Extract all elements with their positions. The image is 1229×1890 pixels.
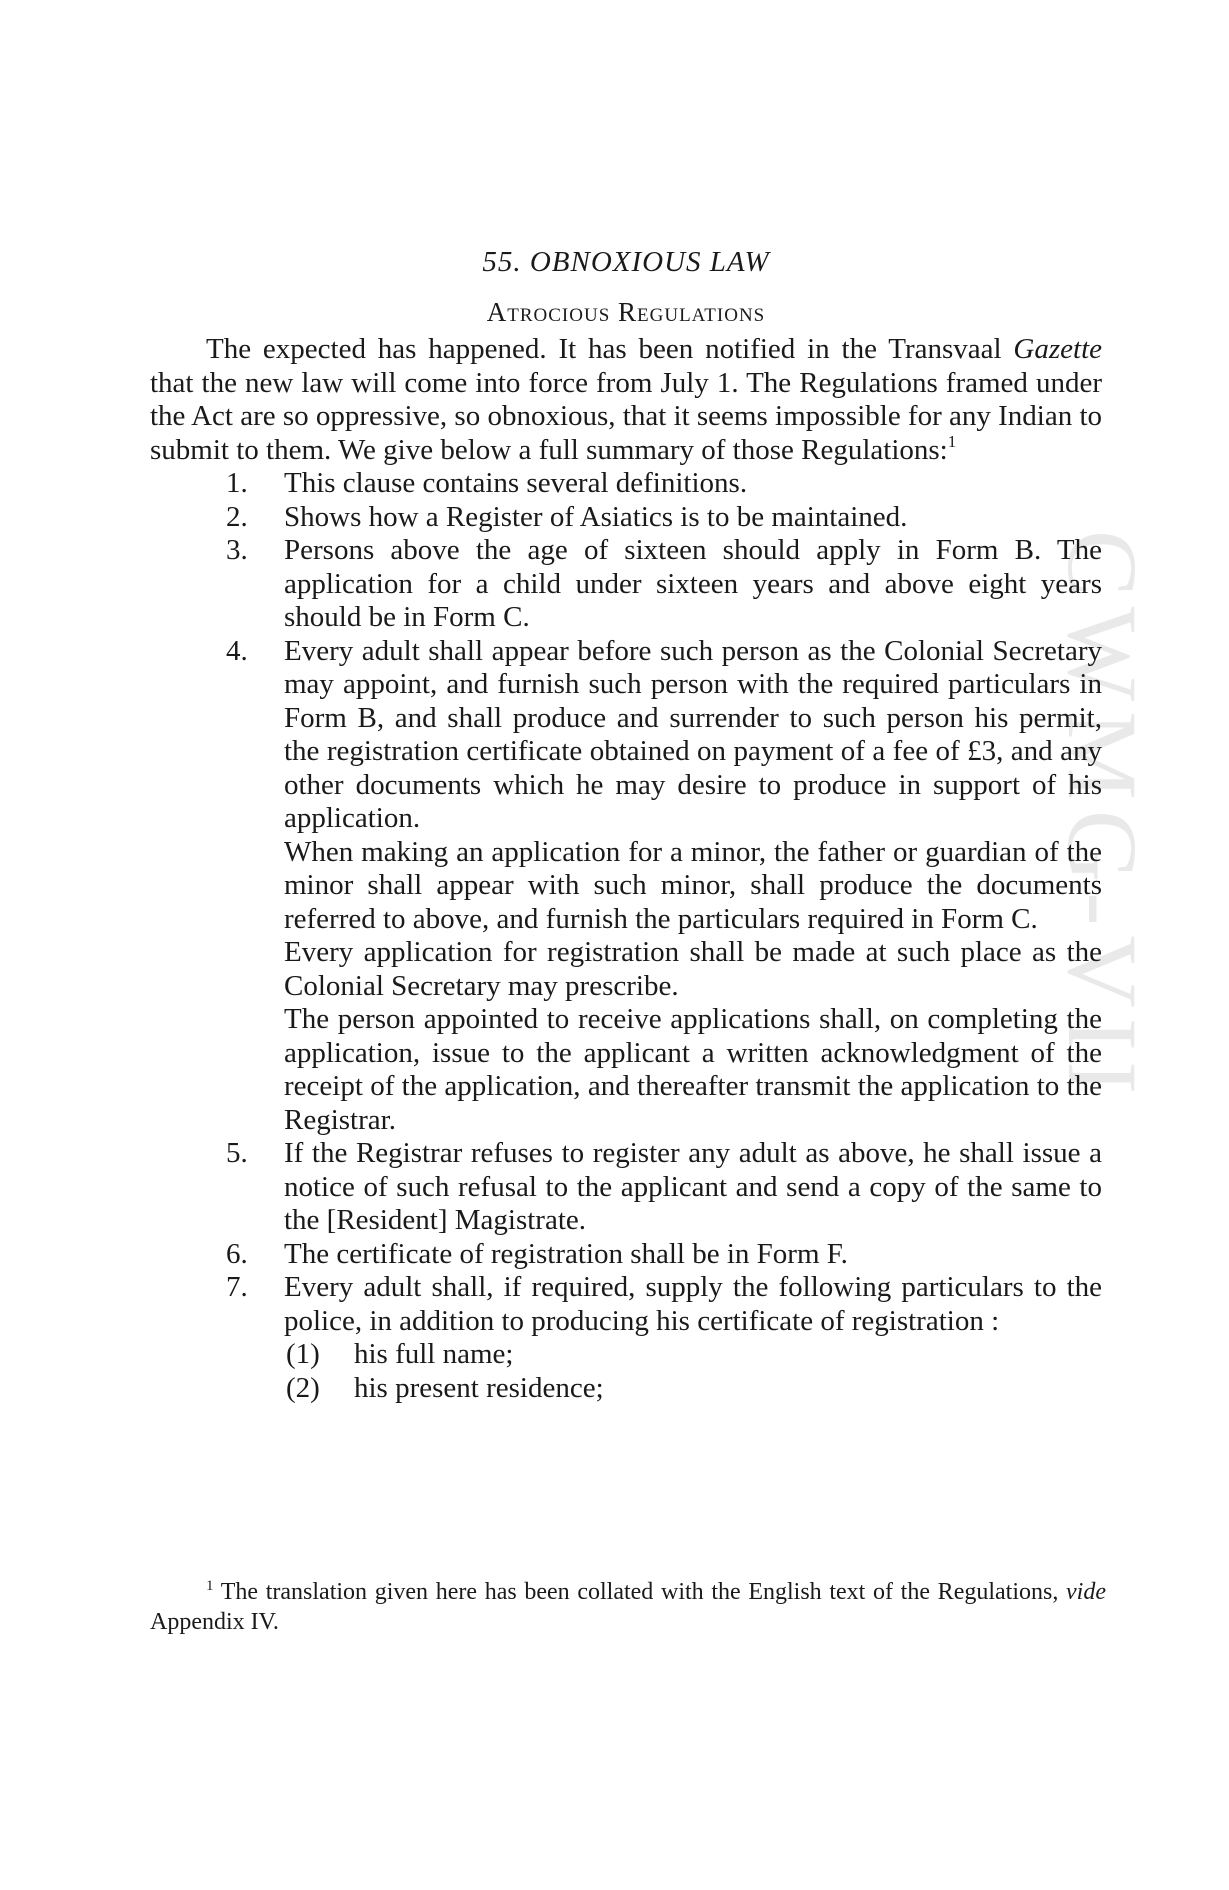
item-number: 6. bbox=[226, 1237, 248, 1270]
article-subtitle: Atrocious Regulations bbox=[486, 296, 766, 327]
list-item bbox=[150, 1271, 1102, 1338]
intro-text-1: The expected has happened. It has been notified in the Transvaal bbox=[206, 333, 1014, 365]
item-number: 3. bbox=[226, 534, 248, 566]
subitem-text: his full name; bbox=[354, 1338, 514, 1370]
sub-list-item bbox=[150, 1338, 1102, 1372]
list-item bbox=[150, 1137, 1102, 1238]
item-number: 4. bbox=[226, 634, 248, 667]
item-text: This clause contains several definitions. bbox=[284, 467, 748, 499]
sub-list-item bbox=[150, 1372, 1102, 1406]
list-item bbox=[150, 467, 1102, 501]
item-text: The certificate of registration shall be in Form F. bbox=[284, 1237, 848, 1270]
page-body bbox=[150, 246, 1102, 1405]
watermark: CWMG-VII bbox=[1047, 530, 1158, 1105]
subitem-number: (2) bbox=[286, 1371, 320, 1404]
list-item bbox=[150, 635, 1102, 836]
item-text: If the Registrar refuses to register any adult as above, he shall issue a notice of such refusal to the applicant and send a copy of the same to the [Resident] Magistrate. bbox=[284, 1137, 1102, 1236]
item-text: Shows how a Register of Asiatics is to be maintained. bbox=[284, 500, 908, 533]
intro-gazette: Gazette bbox=[1013, 333, 1102, 365]
list-item bbox=[150, 501, 1102, 535]
item-number: 5. bbox=[226, 1137, 248, 1169]
item-number: 2. bbox=[226, 500, 248, 533]
footnote bbox=[150, 1577, 1106, 1637]
item-text: Every adult shall appear before such person as the Colonial Secretary may appoint, and furnish such person with the required particulars in Form B, and shall produce and surrender to such person his permit, the registration certificate obtained on payment of a fee of £3, and any other documents which he may desire to produce in support of his application. bbox=[284, 634, 1102, 834]
footnote-vide: vide bbox=[1066, 1579, 1106, 1605]
footnote-number: 1 bbox=[206, 1578, 214, 1594]
subitem-text: his present residence; bbox=[354, 1371, 604, 1404]
item4-paragraph: The person appointed to receive applications shall, on completing the application, issue to the applicant a written acknowledgment of the receipt of the application, and thereafter transmit the application to the Registrar. bbox=[284, 1003, 1102, 1136]
item-number: 7. bbox=[226, 1271, 248, 1303]
intro-text-2: that the new law will come into force from July 1. The Regulations framed under the Act are so oppressive, so obnoxious, that it seems impossible for any Indian to submit to them. We give below a full summary of those Regulations: bbox=[150, 366, 1103, 466]
list-item bbox=[150, 534, 1102, 635]
article-title: 55. OBNOXIOUS LAW bbox=[482, 246, 770, 278]
footnote-mark: 1 bbox=[947, 431, 957, 451]
intro-paragraph bbox=[150, 333, 1102, 467]
item-text: Persons above the age of sixteen should apply in Form B. The application for a child under sixteen years and above eight years should be in Form C. bbox=[284, 534, 1102, 633]
footnote-text-1: The translation given here has been collated with the English text of the Regulations, bbox=[213, 1579, 1067, 1605]
list-item bbox=[150, 1238, 1102, 1272]
item-number: 1. bbox=[226, 467, 248, 499]
subitem-number: (1) bbox=[286, 1338, 320, 1370]
item4-paragraph: When making an application for a minor, the father or guardian of the minor shall appear with such minor, shall produce the documents referred to above, and furnish the particulars required in Form C. bbox=[284, 835, 1102, 935]
item4-paragraph: Every application for registration shall be made at such place as the Colonial Secretary may prescribe. bbox=[284, 936, 1102, 1002]
footnote-text-2: Appendix IV. bbox=[150, 1609, 279, 1635]
item-text: Every adult shall, if required, supply the following particulars to the police, in addition to producing his certificate of registration : bbox=[284, 1271, 1102, 1337]
